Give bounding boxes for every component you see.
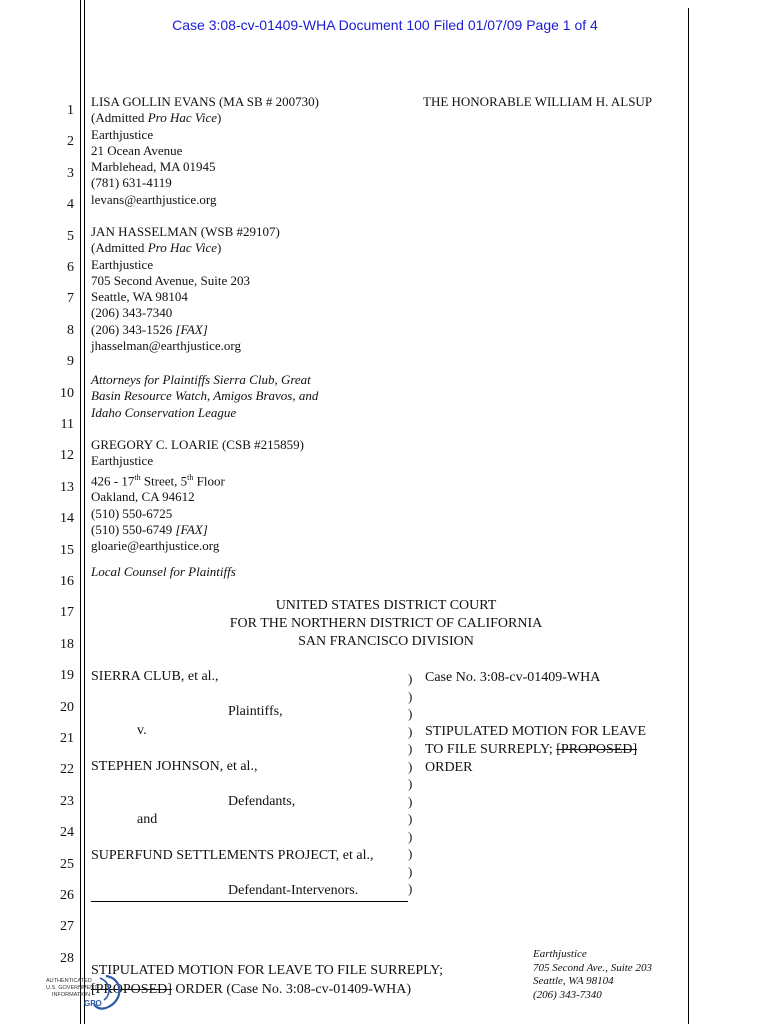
defendant-name: STEPHEN JOHNSON, et al., — [91, 759, 258, 774]
court-division: SAN FRANCISCO DIVISION — [298, 634, 474, 649]
gpo-seal-icon — [44, 968, 134, 1018]
counsel-fax: (206) 343-1526 [FAX] — [91, 321, 208, 337]
attorneys-for-line: Basin Resource Watch, Amigos Bravos, and — [91, 388, 319, 404]
case-header: Case 3:08-cv-01409-WHA Document 100 Filed 01/07/09 Page 1 of 4 — [172, 17, 598, 33]
counsel-org: Earthjustice — [91, 256, 154, 272]
counsel-address: 426 - 17th Street, 5th Floor — [91, 472, 225, 488]
line-number: 20 — [60, 699, 74, 715]
counsel-city: Marblehead, MA 01945 — [91, 159, 216, 175]
plaintiffs-label: Plaintiffs, — [228, 704, 283, 719]
and-label: and — [137, 812, 158, 827]
footer-firm-address — [533, 948, 652, 1002]
footer-address: 705 Second Ave., Suite 203 — [533, 961, 652, 974]
line-number: 6 — [67, 260, 74, 275]
counsel-email: gloarie@earthjustice.org — [91, 538, 220, 554]
line-number: 14 — [60, 511, 74, 527]
line-number: 10 — [60, 385, 74, 401]
counsel-email: levans@earthjustice.org — [91, 191, 217, 207]
line-number: 27 — [60, 919, 74, 935]
line-number: 19 — [60, 668, 74, 684]
svg-text:GPO: GPO — [84, 999, 102, 1008]
line-number: 28 — [60, 950, 74, 966]
line-number: 3 — [67, 165, 74, 181]
line-number: 2 — [67, 134, 74, 150]
counsel-block-3 — [91, 437, 304, 554]
admission-note: (Admitted Pro Hac Vice) — [91, 240, 222, 256]
counsel-name: GREGORY C. LOARIE (CSB #215859) — [91, 437, 304, 452]
line-number: 8 — [67, 322, 74, 338]
counsel-phone: (206) 343-7340 — [91, 305, 173, 321]
line-number: 12 — [60, 448, 74, 464]
line-number: 9 — [67, 354, 74, 370]
versus: v. — [137, 723, 147, 738]
line-number: 11 — [60, 417, 74, 432]
left-margin-rule-inner — [84, 0, 85, 1024]
line-number: 25 — [60, 856, 74, 872]
line-number: 21 — [60, 731, 74, 746]
svg-text:INFORMATION: INFORMATION — [52, 992, 91, 998]
line-number: 18 — [60, 636, 74, 652]
plaintiff-name: SIERRA CLUB, et al., — [91, 669, 219, 684]
counsel-address: 705 Second Avenue, Suite 203 — [91, 272, 250, 288]
attorneys-for — [91, 372, 318, 421]
counsel-org: Earthjustice — [91, 126, 154, 142]
counsel-name: LISA GOLLIN EVANS (MA SB # 200730) — [91, 94, 319, 109]
counsel-block-2 — [91, 224, 280, 354]
line-number: 4 — [67, 197, 74, 213]
admission-note: (Admitted Pro Hac Vice) — [91, 110, 222, 126]
counsel-fax: (510) 550-6749 [FAX] — [91, 521, 208, 537]
court-district: FOR THE NORTHERN DISTRICT OF CALIFORNIA — [229, 616, 543, 631]
counsel-phone: (781) 631-4119 — [91, 175, 172, 191]
counsel-block-1 — [91, 94, 319, 208]
line-number: 5 — [67, 228, 74, 244]
footer-phone: (206) 343-7340 — [533, 988, 602, 1001]
caption-parens: ) ) ) ) ) ) ) ) ) ) ) ) ) — [408, 671, 413, 896]
counsel-org: Earthjustice — [91, 453, 154, 469]
line-number: 1 — [67, 103, 74, 118]
local-counsel: Local Counsel for Plaintiffs — [91, 564, 236, 579]
line-number: 7 — [67, 291, 74, 307]
footer-title-line: [PROPOSED] ORDER (Case No. 3:08-cv-01409-WHA) — [91, 982, 412, 997]
left-margin-rule-outer — [80, 0, 81, 1024]
footer-title-line: STIPULATED MOTION FOR LEAVE TO FILE SURREPLY; — [91, 963, 444, 978]
motion-title — [425, 723, 646, 777]
court-title — [92, 597, 680, 651]
line-number: 16 — [60, 574, 74, 589]
svg-text:AUTHENTICATED: AUTHENTICATED — [46, 978, 92, 984]
line-number: 26 — [60, 888, 74, 903]
counsel-city: Oakland, CA 94612 — [91, 489, 195, 505]
line-number: 15 — [60, 542, 74, 558]
motion-title-line: STIPULATED MOTION FOR LEAVE — [425, 724, 647, 739]
intervenor-name: SUPERFUND SETTLEMENTS PROJECT, et al., — [91, 848, 374, 863]
counsel-name: JAN HASSELMAN (WSB #29107) — [91, 224, 280, 239]
line-number: 17 — [60, 605, 74, 621]
line-number: 23 — [60, 793, 74, 809]
gpo-authentication-seal — [44, 968, 134, 1018]
motion-title-line: ORDER — [425, 760, 473, 775]
counsel-city: Seattle, WA 98104 — [91, 289, 188, 305]
footer-city: Seattle, WA 98104 — [533, 975, 614, 987]
court-name: UNITED STATES DISTRICT COURT — [275, 598, 497, 613]
case-number: Case No. 3:08-cv-01409-WHA — [425, 670, 601, 685]
attorneys-for-line: Attorneys for Plaintiffs Sierra Club, Great — [91, 372, 311, 387]
judge-name: THE HONORABLE WILLIAM H. ALSUP — [423, 94, 653, 109]
right-margin-rule — [688, 8, 689, 1024]
line-number: 24 — [60, 825, 74, 841]
intervenors-label: Defendant-Intervenors. — [228, 883, 359, 898]
attorneys-for-line: Idaho Conservation League — [91, 404, 237, 420]
footer-title — [91, 961, 443, 999]
svg-text:U.S. GOVERNMENT: U.S. GOVERNMENT — [46, 985, 98, 991]
line-number: 13 — [60, 479, 74, 495]
line-number: 22 — [60, 762, 74, 778]
counsel-email: jhasselman@earthjustice.org — [91, 338, 241, 354]
caption-underline — [91, 901, 408, 902]
footer-firm: Earthjustice — [533, 948, 587, 960]
defendants-label: Defendants, — [228, 794, 296, 809]
motion-title-line: TO FILE SURREPLY; [PROPOSED] — [425, 742, 638, 757]
counsel-address: 21 Ocean Avenue — [91, 142, 183, 158]
counsel-phone: (510) 550-6725 — [91, 505, 173, 521]
